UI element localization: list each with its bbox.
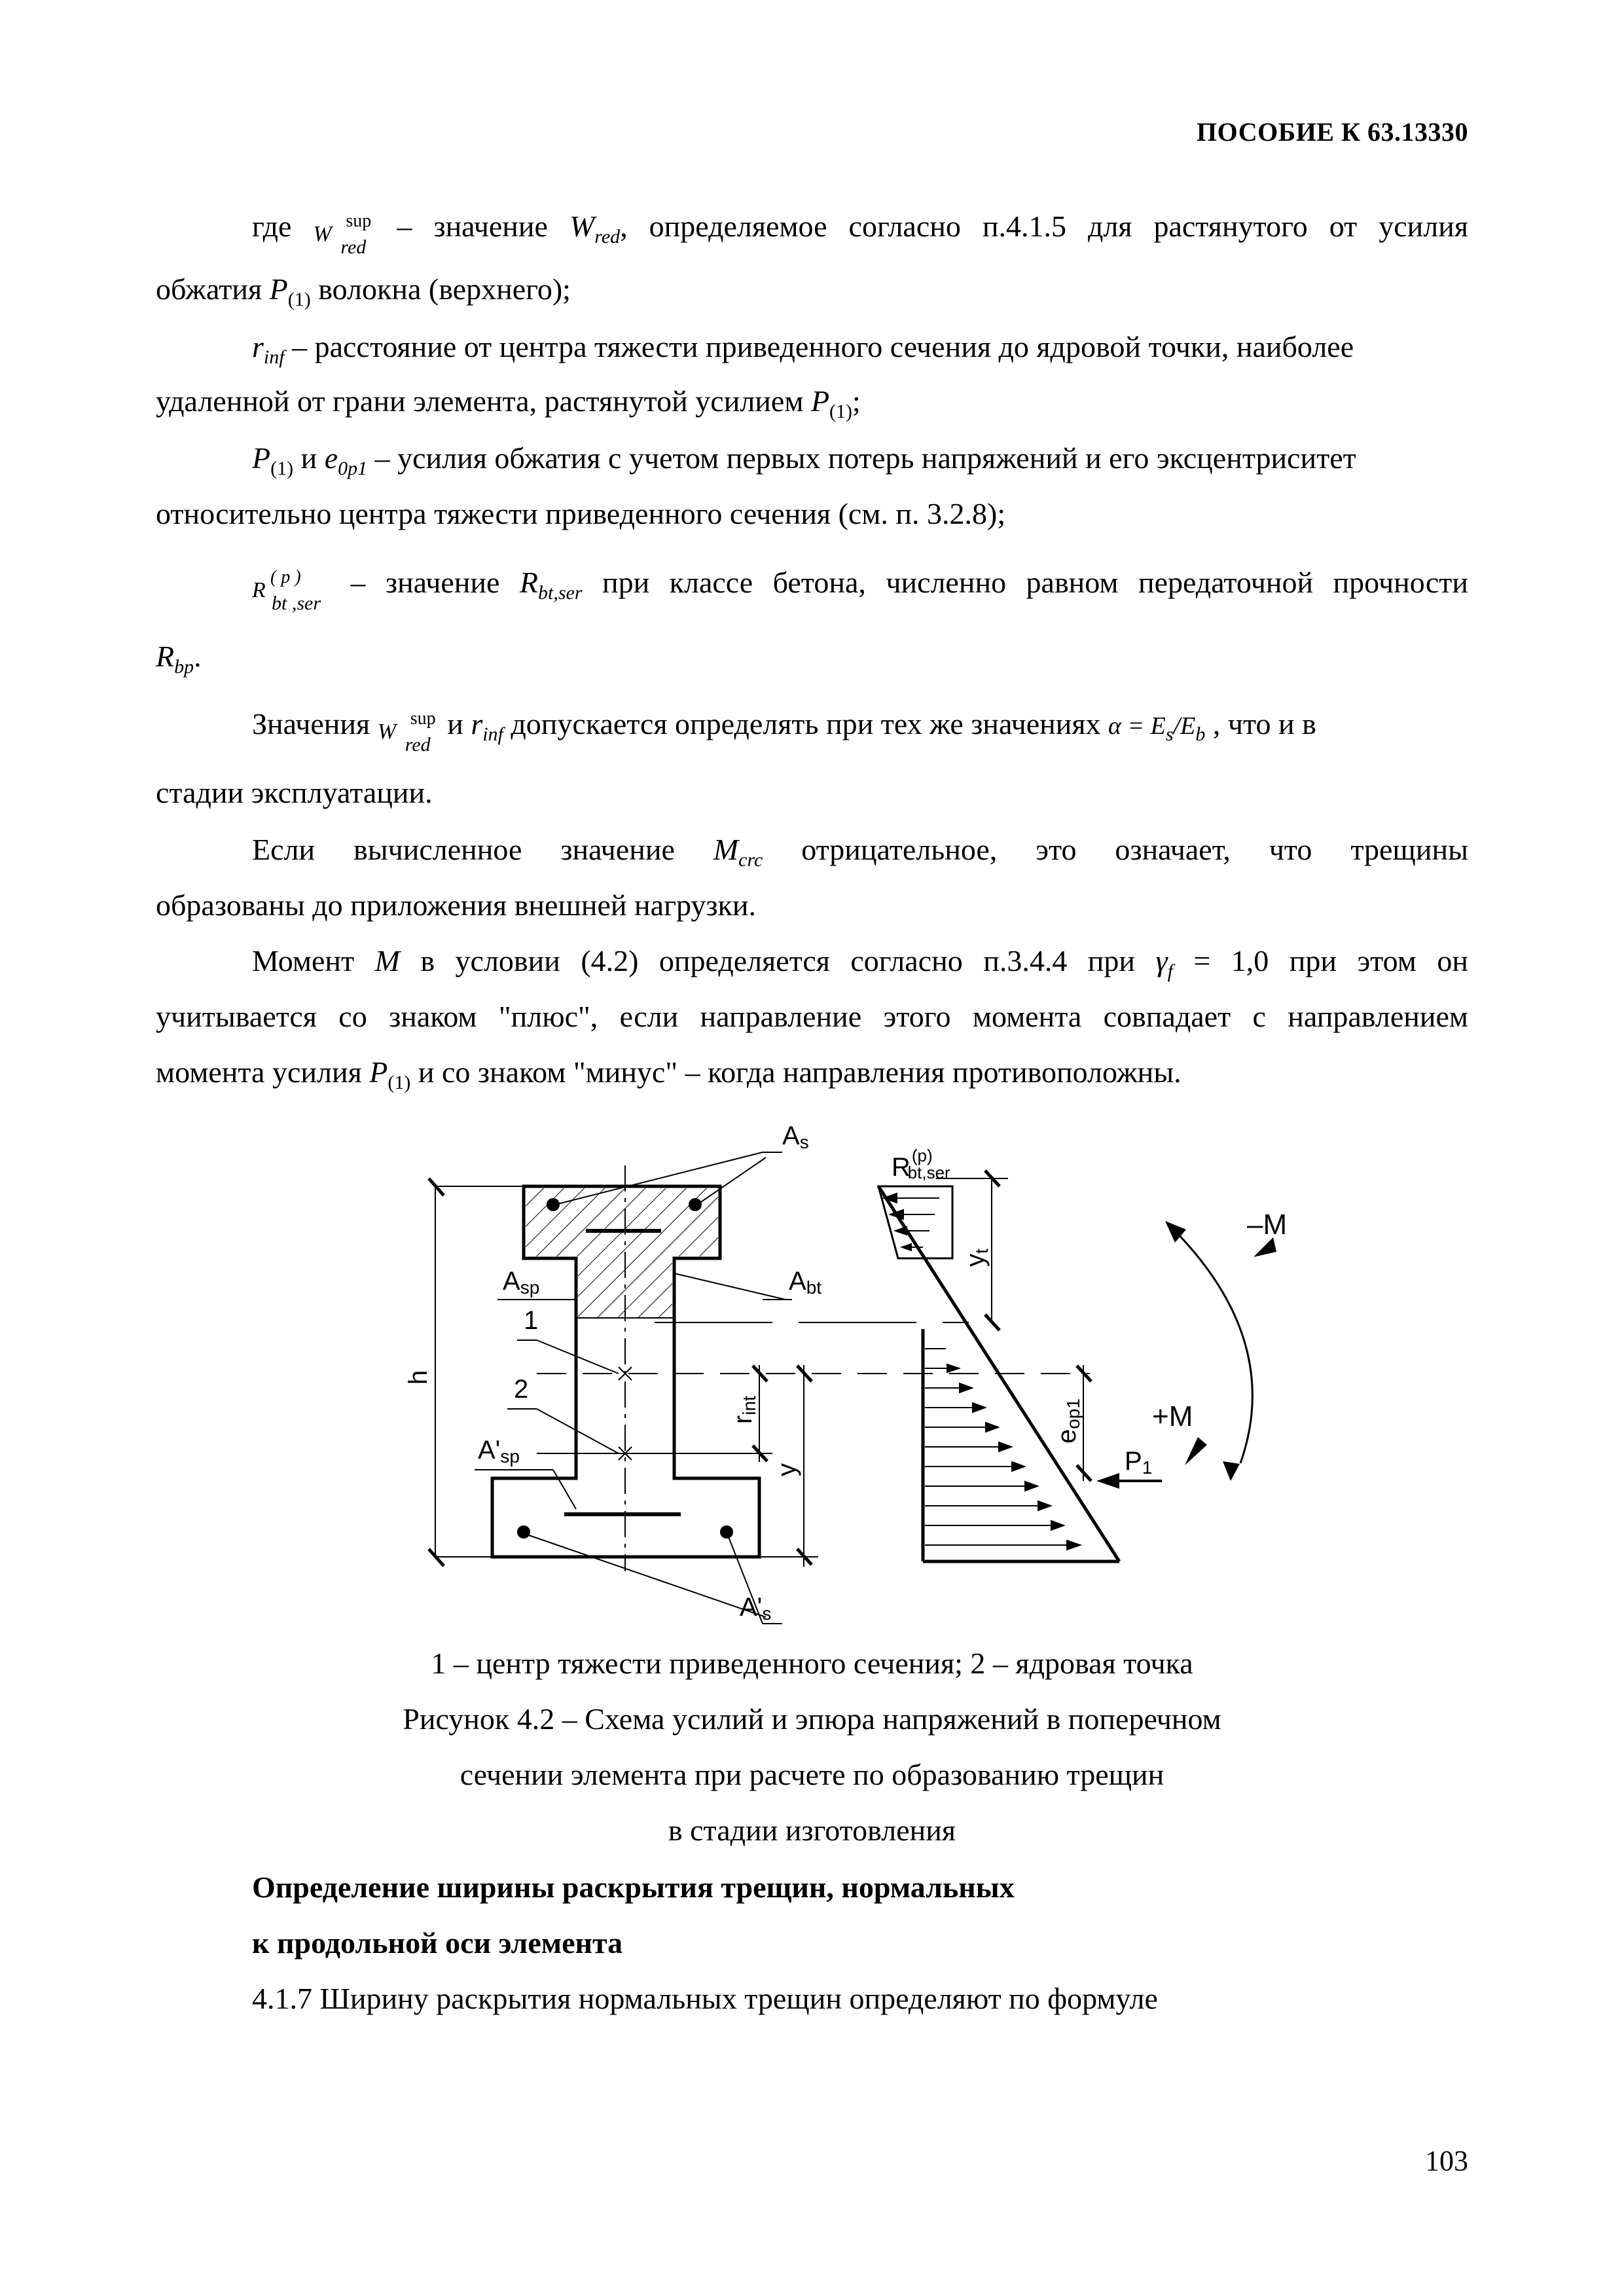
clause-text: 4.1.7 Ширину раскрытия нормальных трещин определяют по формуле [252,1982,1158,2015]
r-bt-ser-p-symbol: R ( p ) bt ,ser [252,567,321,615]
text-line: $r_{inf}$ – расстояние от центра тяжести приведенного сечения до ядровой точки, наиболее [252,330,1354,369]
text-line: R ( p ) bt ,ser – значение $R_{bt,ser}$ при классе бетона, численно равном передаточной прочности [252,566,1469,615]
label-yt: yt [961,1248,992,1267]
text-line: относительно центра тяжести приведенного сечения (см. п. 3.2.8); [156,497,1006,530]
label-r-bt-ser: $R^{(p)}$ bt,ser [892,1146,950,1182]
text-line: Значения W sup red и $r_{inf}$ допускается определять при тех же значениях $\alpha = E_s/E_b$ , что и в [252,707,1316,756]
label-y: y [772,1463,801,1476]
moment-arcs [1165,1221,1276,1481]
text-line: Момент M в условии (4.2) определяется согласно п.3.4.4 при $\gamma_f = 1,0$ при этом он [252,944,1468,983]
label-asp: Asp [503,1267,540,1298]
text-line: образованы до приложения внешней нагрузки. [156,888,756,922]
label-as-prime: A's [740,1593,772,1624]
figure-legend: 1 – центр тяжести приведенного сечения; 2 – ядровая точка [431,1647,1193,1680]
label-as: As [782,1121,809,1152]
text-line: момента усилия $P_{(1)}$ и со знаком "минус" – когда направления противоположны. [156,1055,1182,1094]
page-number: 103 [1425,2145,1468,2177]
text-line: где W sup red – значение $W_{red}$, определяемое согласно п.4.1.5 для растянутого от усилия [252,210,1469,259]
figure-caption: Рисунок 4.2 – Схема усилий и эпюра напряжений в поперечном [403,1702,1221,1736]
label-point-2: 2 [514,1375,529,1404]
label-asp-prime: A'sp [478,1436,520,1467]
label-point-1: 1 [524,1306,539,1335]
label-r-int: rint [729,1396,759,1424]
text-line: $R_{bp}$. [156,640,202,678]
text-line: обжатия $P_{(1)}$ волокна (верхнего); [156,272,571,311]
section-heading: Определение ширины раскрытия трещин, нормальных [252,1870,1015,1904]
text-line: $P_{(1)}$ и $e_{0p1}$ – усилия обжатия с учетом первых потерь напряжений и его эксцентриситет [252,441,1356,480]
figure-caption: в стадии изготовления [668,1813,956,1847]
w-red-sup-symbol: W sup red [377,708,436,756]
running-title: ПОСОБИЕ К 63.13330 [1197,117,1468,147]
section-heading: к продольной оси элемента [252,1926,623,1959]
text-line: стадии эксплуатации. [156,776,433,809]
height-dimension [429,1178,524,1566]
label-plus-m: +M [1152,1400,1193,1432]
text-line: удаленной от грани элемента, растянутой усилием $P_{(1)}$; [156,384,861,423]
figure-caption: сечении элемента при расчете по образованию трещин [460,1758,1164,1791]
text-line: Если вычисленное значение $M_{crc}$ отрицательное, это означает, что трещины [252,833,1468,871]
label-h: h [404,1370,433,1385]
label-e-op1: eop1 [1053,1398,1083,1444]
w-red-sup-symbol: W sup red [313,211,372,259]
text-line: учитывается со знаком "плюс", если направление этого момента совпадает с направлением [156,1000,1468,1033]
label-minus-m: –M [1247,1209,1288,1241]
label-abt: Abt [789,1267,822,1298]
label-p1: P1 [1125,1447,1153,1478]
i-beam-section [492,1165,1090,1571]
